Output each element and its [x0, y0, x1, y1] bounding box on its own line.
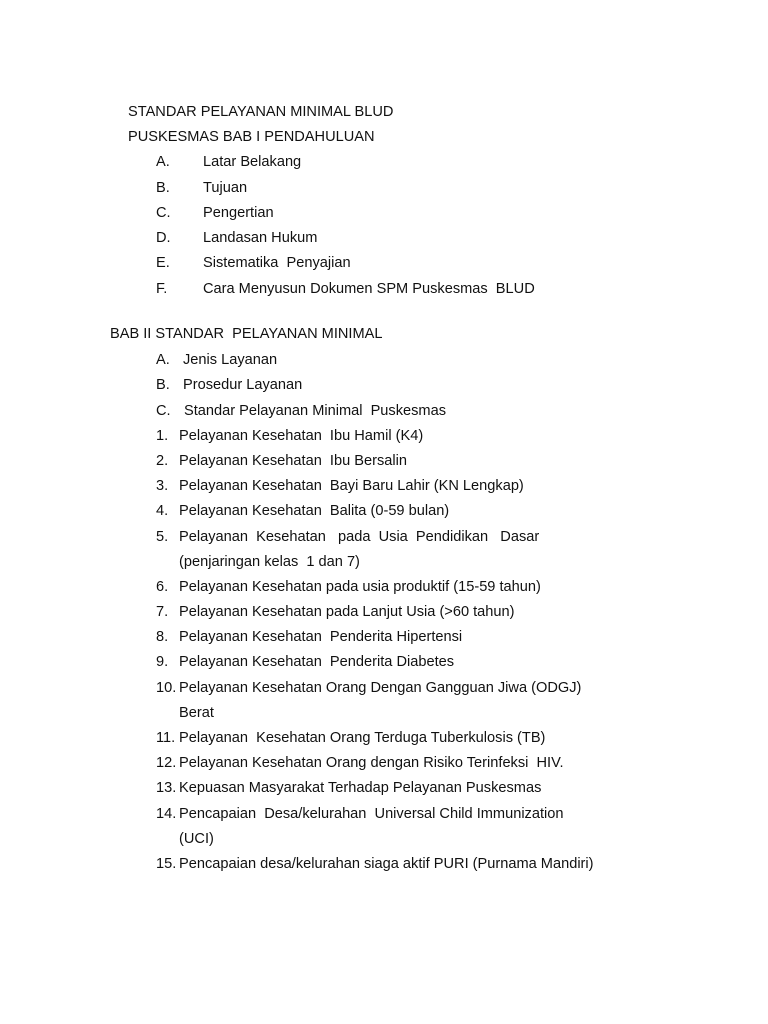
list-item: Pelayanan Kesehatan Orang Terduga Tuberkulosis (TB) [179, 730, 546, 746]
list-item: Tujuan [203, 180, 248, 196]
item-number: 11. [156, 730, 176, 746]
item-number: 14. [156, 806, 177, 822]
list-item: Pelayanan Kesehatan Ibu Bersalin [179, 453, 407, 469]
list-item: Cara Menyusun Dokumen SPM Puskesmas BLUD [203, 281, 535, 297]
list-marker: B. [156, 180, 170, 196]
list-item: Pelayanan Kesehatan pada Lanjut Usia (>60 tahun) [179, 604, 515, 620]
chapter-1-title: PUSKESMAS BAB I PENDAHULUAN [128, 129, 375, 145]
list-item: Kepuasan Masyarakat Terhadap Pelayanan Puskesmas [179, 780, 542, 796]
chapter-2-title: BAB II STANDAR PELAYANAN MINIMAL [110, 326, 383, 342]
item-number: 8. [156, 629, 169, 645]
list-item-continuation: (penjaringan kelas 1 dan 7) [179, 554, 360, 570]
item-number: 3. [156, 478, 169, 494]
list-item: Pencapaian Desa/kelurahan Universal Child Immunization [179, 806, 564, 822]
list-marker: F. [156, 281, 168, 297]
list-marker: D. [156, 230, 171, 246]
document-title: STANDAR PELAYANAN MINIMAL BLUD [128, 104, 394, 120]
section-item: Standar Pelayanan Minimal Puskesmas [184, 403, 447, 419]
item-number: 10. [156, 680, 177, 696]
list-marker: C. [156, 205, 171, 221]
list-item-continuation: (UCI) [179, 831, 214, 847]
item-number: 6. [156, 579, 169, 595]
item-number: 2. [156, 453, 169, 469]
list-item: Sistematika Penyajian [203, 255, 351, 271]
list-item: Pelayanan Kesehatan pada Usia Pendidikan Dasar [179, 529, 540, 545]
list-item-continuation: Berat [179, 705, 214, 721]
item-number: 12. [156, 755, 177, 771]
list-item: Pencapaian desa/kelurahan siaga aktif PURI (Purnama Mandiri) [179, 856, 594, 872]
section-marker: C. [156, 403, 171, 419]
item-number: 13. [156, 780, 177, 796]
list-item: Landasan Hukum [203, 230, 318, 246]
item-number: 4. [156, 503, 169, 519]
list-item: Latar Belakang [203, 154, 302, 170]
list-item: Pelayanan Kesehatan Penderita Hipertensi [179, 629, 463, 645]
section-marker: B. [156, 377, 170, 393]
list-item: Pelayanan Kesehatan Orang Dengan Gangguan Jiwa (ODGJ) [179, 680, 582, 696]
list-item: Pelayanan Kesehatan Bayi Baru Lahir (KN Lengkap) [179, 478, 524, 494]
section-item: Prosedur Layanan [183, 377, 303, 393]
list-marker: E. [156, 255, 170, 271]
list-item: Pengertian [203, 205, 274, 221]
list-item: Pelayanan Kesehatan Penderita Diabetes [179, 654, 455, 670]
item-number: 15. [156, 856, 177, 872]
list-item: Pelayanan Kesehatan Ibu Hamil (K4) [179, 428, 424, 444]
list-item: Pelayanan Kesehatan Balita (0-59 bulan) [179, 503, 450, 519]
section-item: Jenis Layanan [183, 352, 278, 368]
list-marker: A. [156, 154, 170, 170]
list-item: Pelayanan Kesehatan pada usia produktif (15-59 tahun) [179, 579, 541, 595]
item-number: 5. [156, 529, 169, 545]
item-number: 9. [156, 654, 169, 670]
section-marker: A. [156, 352, 170, 368]
item-number: 7. [156, 604, 169, 620]
item-number: 1. [156, 428, 169, 444]
list-item: Pelayanan Kesehatan Orang dengan Risiko Terinfeksi HIV. [179, 755, 564, 771]
